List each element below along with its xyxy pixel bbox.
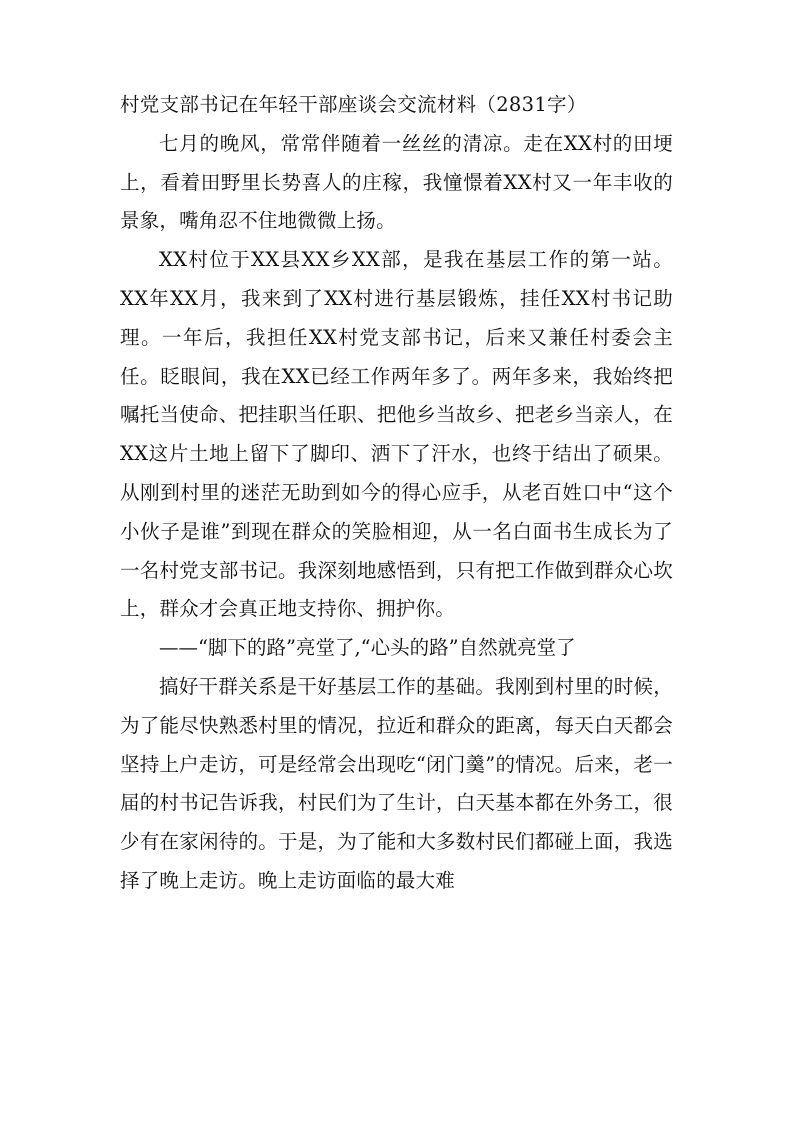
paragraph-intro: 七月的晚风，常常伴随着一丝丝的清凉。走在XX村的田埂上，看着田野里长势喜人的庄稼，我憧憬着XX村又一年丰收的景象，嘴角忍不住地微微上扬。	[120, 131, 673, 233]
paragraph-section-body: 搞好干群关系是干好基层工作的基础。我刚到村里的时候，为了能尽快熟悉村里的情况，拉近和群众的距离，每天白天都会坚持上户走访，可是经常会出现吃“闭门羹”的情况。后来，老一届的村书记告诉我，村民们为了生计，白天基本都在外务工，很少有在家闲待的。于是，为了能和大多数村民们都碰上面，我选择了晚上走访。晚上走访面临的最大难	[120, 674, 673, 892]
document-title: 村党支部书记在年轻干部座谈会交流材料（2831字）	[120, 93, 587, 116]
document-body	[120, 86, 673, 901]
paragraph-background: XX村位于XX县XX乡XX部，是我在基层工作的第一站。XX年XX月，我来到了XX村进行基层锻炼，挂任XX村书记助理。一年后，我担任XX村党支部书记，后来又兼任村委会主任。眨眼间，我在XX已经工作两年多了。两年多来，我始终把嘱托当使命、把挂职当任职、把他乡当故乡、把老乡当亲人，在XX这片土地上留下了脚印、洒下了汗水，也终于结出了硕果。从刚到村里的迷茫无助到如今的得心应手，从老百姓口中“这个小伙子是谁”到现在群众的笑脸相迎，从一名白面书生成长为了一名村党支部书记。我深刻地感悟到，只有把工作做到群众心坎上，群众才会真正地支持你、拥护你。	[120, 248, 673, 621]
section-subheading: ——“脚下的路”亮堂了,“心头的路”自然就亮堂了	[159, 636, 576, 660]
